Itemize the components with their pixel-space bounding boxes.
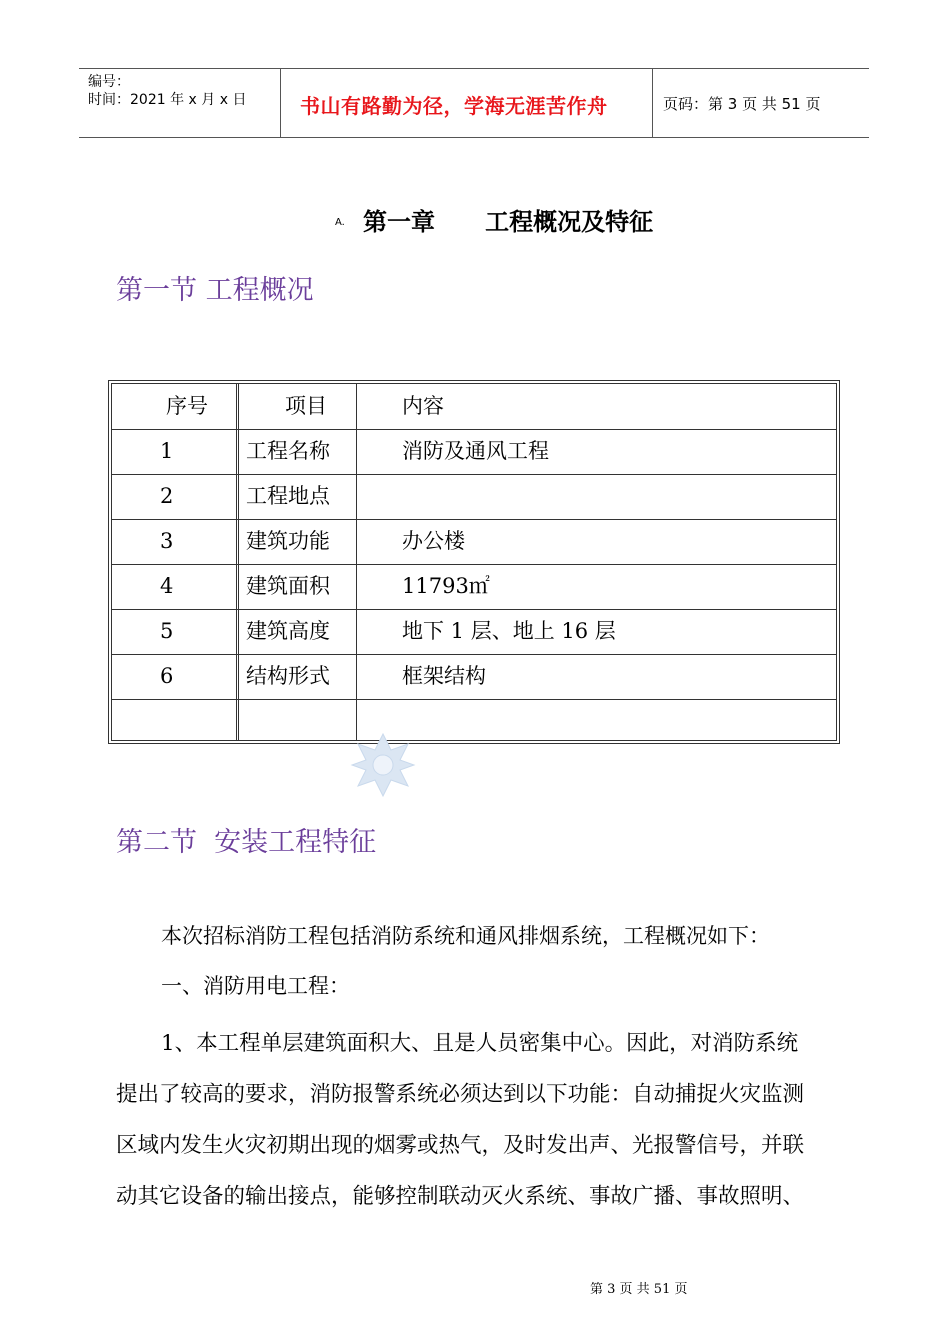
cell-index: 2 xyxy=(160,484,174,508)
table-row xyxy=(112,654,836,700)
chapter-heading xyxy=(0,200,950,236)
chapter-title: 第一章 工程概况及特征 xyxy=(363,208,654,236)
body-paragraph xyxy=(116,1018,836,1222)
intro-paragraph: 本次招标消防工程包括消防系统和通风排烟系统，工程概况如下： xyxy=(161,924,770,948)
cell-content: 办公楼 xyxy=(402,529,465,553)
paragraph-line: 提出了较高的要求，消防报警系统必须达到以下功能：自动捕捉火灾监测 xyxy=(116,1082,805,1107)
number-label: 编号： xyxy=(88,74,130,90)
header-cell-index: 序号 xyxy=(166,394,208,418)
table-row xyxy=(112,474,836,520)
cell-item: 建筑功能 xyxy=(246,529,330,553)
table-row xyxy=(112,609,836,655)
cell-item: 结构形式 xyxy=(246,664,330,688)
paragraph-line: 1、本工程单层建筑面积大、且是人员密集中心。因此，对消防系统 xyxy=(161,1031,799,1056)
page-info: 页码：第 3 页 共 51 页 xyxy=(663,95,821,113)
section-title-2: 第二节 安装工程特征 xyxy=(116,827,377,858)
cell-index: 4 xyxy=(160,574,174,598)
column-divider xyxy=(356,384,357,740)
cell-item: 建筑面积 xyxy=(246,574,330,598)
paragraph-line: 动其它设备的输出接点，能够控制联动灭火系统、事故广播、事故照明、 xyxy=(116,1184,805,1209)
cell-item: 建筑高度 xyxy=(246,619,330,643)
section-title-1: 第一节 工程概况 xyxy=(116,275,314,306)
header-page-cell xyxy=(654,69,869,137)
table-row xyxy=(112,429,836,475)
item-heading: 一、消防用电工程： xyxy=(161,974,350,998)
header-motto-cell xyxy=(281,69,653,137)
page-footer: 第 3 页 共 51 页 xyxy=(590,1282,688,1297)
page-header xyxy=(79,68,869,138)
table-row xyxy=(112,699,836,744)
cell-content: 框架结构 xyxy=(402,664,486,688)
cell-item: 工程名称 xyxy=(246,439,330,463)
watermark-emblem-icon xyxy=(350,732,416,798)
cell-item: 工程地点 xyxy=(246,484,330,508)
cell-content: 地下 1 层、地上 16 层 xyxy=(402,619,616,643)
cell-content: 11793㎡ xyxy=(402,574,490,598)
cell-index: 3 xyxy=(160,529,174,553)
motto-text: 书山有路勤为径，学海无涯苦作舟 xyxy=(300,94,608,118)
date-label: 时间：2021 年 x 月 x 日 xyxy=(88,92,247,108)
header-cell-item: 项目 xyxy=(285,394,327,418)
table-header-row xyxy=(112,384,836,430)
project-overview-table xyxy=(108,380,840,744)
cell-index: 1 xyxy=(160,439,174,463)
cell-index: 5 xyxy=(160,619,174,643)
column-divider xyxy=(236,384,239,740)
chapter-mark: A. xyxy=(335,217,345,228)
cell-index: 6 xyxy=(160,664,174,688)
header-info-cell xyxy=(79,69,281,137)
paragraph-line: 区域内发生火灾初期出现的烟雾或热气，及时发出声、光报警信号，并联 xyxy=(116,1133,805,1158)
table-row xyxy=(112,519,836,565)
header-cell-content: 内容 xyxy=(402,394,444,418)
table-row xyxy=(112,564,836,610)
cell-content: 消防及通风工程 xyxy=(402,439,549,463)
table-body xyxy=(111,383,837,741)
